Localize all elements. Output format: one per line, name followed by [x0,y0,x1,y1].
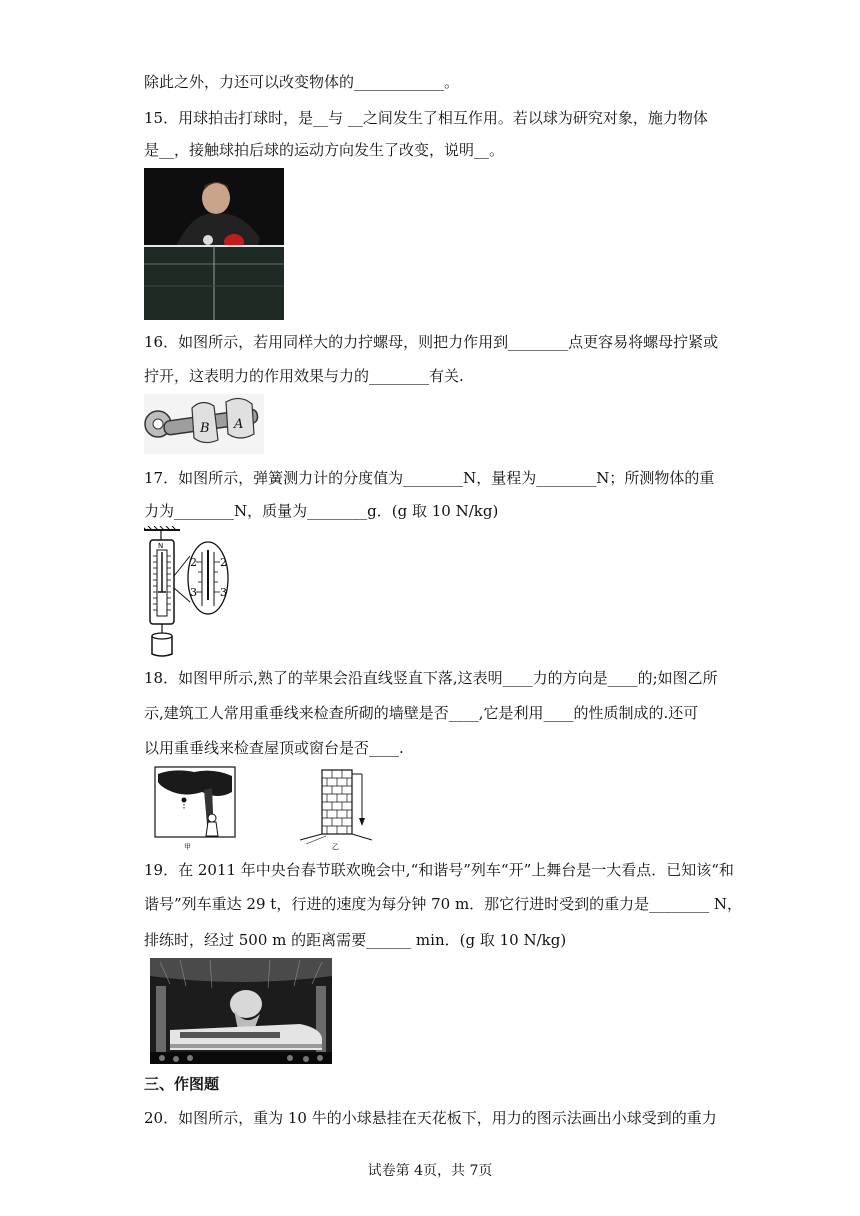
wrench-figure [144,394,264,454]
q20-line1: 20．如图所示，重为 10 牛的小球悬挂在天花板下，用力的图示法画出小球受到的重力 [144,1109,717,1127]
q17-line2: 力为________N，质量为________g．(g 取 10 N/kg) [144,502,499,520]
wall-figure-caption: 乙 [332,843,339,851]
spring-scale-tick-right-3: 3 [220,586,227,599]
spring-scale-tick-right-2: 2 [220,556,227,569]
line-intro: 除此之外，力还可以改变物体的____________。 [144,73,460,91]
q18-line3: 以用重垂线来检查屋顶或窗台是否____. [144,739,404,757]
q17-line1: 17．如图所示，弹簧测力计的分度值为________N，量程为________N；所测物体的重 [144,469,715,487]
wrench-label-b: B [200,421,210,436]
table-tennis-photo [144,168,284,320]
section-heading-drawing: 三、作图题 [144,1075,220,1093]
train-stage-photo [150,958,332,1064]
q15-line2: 是__，接触球拍后球的运动方向发生了改变，说明__。 [144,141,505,159]
spring-scale-figure [144,526,234,660]
q18-line1: 18．如图甲所示,熟了的苹果会沿直线竖直下落,这表明____力的方向是____的;如图乙所 [144,669,718,687]
spring-scale-tick-left-2: 2 [190,556,197,569]
apple-tree-figure [154,766,236,852]
page-footer: 试卷第 4页，共 7页 [367,1163,493,1179]
q18-line2: 示,建筑工人常用重垂线来检查所砌的墙壁是否____,它是利用____的性质制成的.还可 [144,704,699,722]
spring-scale-unit: N [158,542,164,550]
spring-scale-tick-left-3: 3 [190,586,197,599]
q19-line1: 19．在 2011 年中央台春节联欢晚会中,“和谐号”列车“开”上舞台是一大看点．已知该“和 [144,861,734,879]
q16-line2: 拧开，这表明力的作用效果与力的________有关. [144,367,464,385]
brick-wall-figure [296,766,376,852]
apple-figure-caption: 甲 [184,843,191,851]
wrench-label-a: A [234,417,244,432]
q15-line1: 15．用球拍击打球时，是__与 __之间发生了相互作用。若以球为研究对象，施力物体 [144,109,708,127]
q16-line1: 16．如图所示，若用同样大的力拧螺母，则把力作用到________点更容易将螺母拧紧或 [144,333,719,351]
q19-line3: 排练时，经过 500 m 的距离需要______ min．(g 取 10 N/kg) [144,931,567,949]
q19-line2: 谐号”列车重达 29 t，行进的速度为每分钟 70 m．那它行进时受到的重力是________ N， [144,895,743,913]
